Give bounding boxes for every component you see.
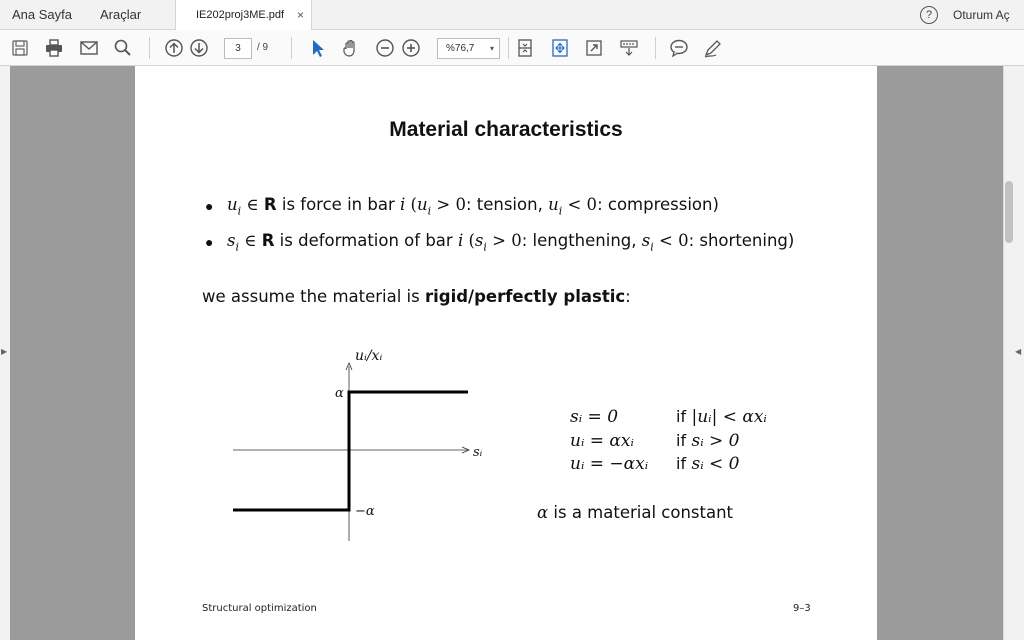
zoom-in-icon[interactable] — [401, 38, 421, 58]
bullet-dot: ● — [205, 234, 214, 250]
footer-left: Structural optimization — [202, 603, 317, 614]
chevron-down-icon: ▾ — [489, 44, 494, 53]
case-condition: if sᵢ > 0 — [676, 431, 740, 451]
alpha-note: α is a material constant — [537, 503, 734, 522]
print-icon[interactable] — [44, 38, 64, 58]
page-title: Material characteristics — [389, 118, 623, 141]
plastic-curve — [233, 392, 468, 510]
document-tab[interactable] — [175, 0, 312, 30]
read-mode-icon[interactable] — [619, 38, 639, 58]
case-condition: if |uᵢ| < αxᵢ — [676, 407, 767, 427]
zoom-out-icon[interactable] — [375, 38, 395, 58]
stress-deformation-graph — [225, 336, 505, 546]
bullet-force: $u_i$ ∈ R is force in bar i ($u_i > 0$: tension, $u_i < 0$: compression) — [227, 195, 719, 218]
assumption-text: we assume the material is rigid/perfectly plastic: — [202, 287, 631, 306]
bullet-dot: ● — [205, 198, 214, 214]
zoom-select[interactable] — [437, 38, 500, 59]
case-row: uᵢ = −αxᵢ — [570, 454, 649, 474]
sign-icon[interactable] — [703, 38, 723, 58]
page-number-footer: 9–3 — [793, 603, 811, 614]
pdf-page — [135, 66, 877, 640]
case-row: sᵢ = 0 — [570, 407, 619, 427]
select-cursor-icon[interactable] — [308, 38, 328, 58]
page-down-icon[interactable] — [189, 38, 209, 58]
case-row: uᵢ = αxᵢ — [570, 431, 634, 451]
expand-left-icon[interactable]: ▶ — [1, 347, 8, 356]
page-total: / 9 — [257, 42, 269, 53]
toolbar-separator — [508, 37, 509, 59]
neg-alpha-tick-label: −α — [355, 504, 375, 519]
y-axis-label: uᵢ/xᵢ — [355, 348, 383, 364]
search-icon[interactable] — [113, 38, 133, 58]
bullet-deformation: $s_i$ ∈ R is deformation of bar i ($s_i > 0$: lengthening, $s_i < 0$: shortening) — [227, 231, 795, 254]
zoom-value: %76,7 — [446, 43, 475, 54]
close-tab-icon[interactable]: × — [297, 8, 305, 22]
fullscreen-icon[interactable] — [584, 38, 604, 58]
toolbar-separator — [291, 37, 292, 59]
alpha-tick-label: α — [335, 386, 344, 401]
scrollbar-thumb[interactable] — [1005, 181, 1013, 243]
top-tab-bar — [0, 0, 1024, 30]
hand-icon[interactable] — [341, 38, 361, 58]
fit-page-icon[interactable] — [515, 38, 535, 58]
fit-width-icon[interactable] — [550, 38, 570, 58]
help-icon[interactable]: ? — [920, 6, 938, 24]
expand-right-icon[interactable]: ◀ — [1015, 347, 1022, 356]
home-link[interactable]: Ana Sayfa — [12, 7, 72, 22]
sign-in-link[interactable]: Oturum Aç — [953, 8, 1010, 22]
save-icon[interactable] — [10, 38, 30, 58]
x-axis-label: sᵢ — [473, 445, 483, 460]
page-number-input[interactable]: 3 — [224, 38, 252, 59]
case-condition: if sᵢ < 0 — [676, 454, 740, 474]
mail-icon[interactable] — [79, 38, 99, 58]
toolbar-separator — [149, 37, 150, 59]
comment-icon[interactable] — [669, 38, 689, 58]
page-up-icon[interactable] — [164, 38, 184, 58]
document-tab-label: IE202proj3ME.pdf — [196, 9, 285, 21]
toolbar — [0, 30, 1024, 66]
tools-link[interactable]: Araçlar — [100, 7, 142, 22]
toolbar-separator — [655, 37, 656, 59]
